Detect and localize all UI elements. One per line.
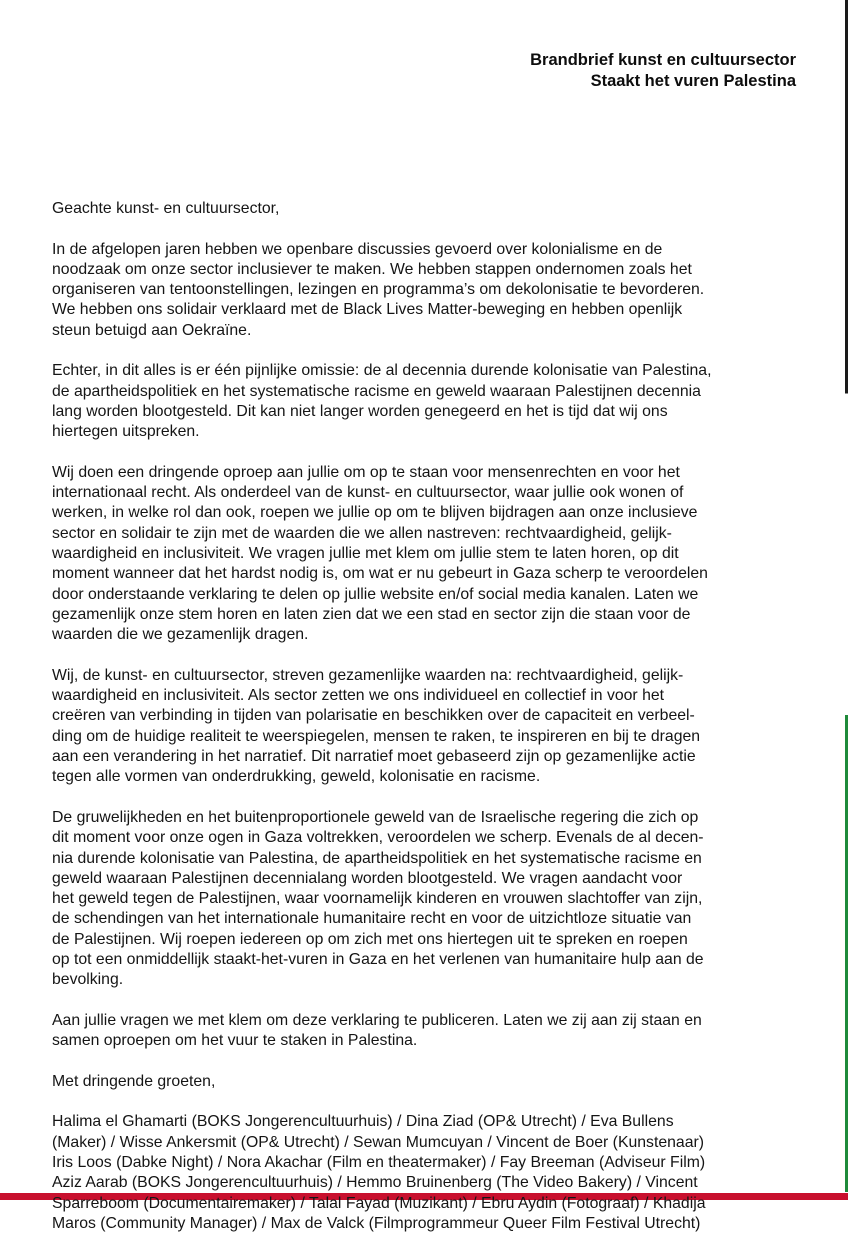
paragraph-request: Aan jullie vragen we met klem om deze verklaring te publiceren. Laten we zij aan zij staan en samen oproepen om het vuur te staken in Palestina. bbox=[52, 1011, 702, 1050]
letter-body bbox=[52, 199, 772, 1234]
header-title-line-1: Brandbrief kunst en cultuursector bbox=[530, 51, 796, 69]
closing: Met dringende groeten, bbox=[52, 1072, 216, 1090]
paragraph-condemnation: De gruwelijkheden en het buitenproportionele geweld van de Israelische regering die zich op dit moment voor onze ogen in Gaza voltrekken, veroordelen we scherp. Evenals de al decen- nia durende kolonisatie van Palestina, de apartheidspolitiek en het systematische racisme en geweld waaraan Palestijnen decennialang worden blootgesteld. We vragen aandacht voor het geweld tegen de Palestijnen, waar voornamelijk kinderen en vrouwen slachtoffer van zijn, de schendingen van het internationale humanitaire recht en voor de uitzichtloze situatie van de Palestijnen. Wij roepen iedereen op om zich met ons hiertegen uit te spreken en roepen op tot een onmiddellijk staakt-het-vuren in Gaza en het verlenen van humanitaire hulp aan de bevolking. bbox=[52, 808, 704, 989]
paragraph-call-to-action: Wij doen een dringende oproep aan jullie om op te staan voor mensenrechten en voor het internationaal recht. Als onderdeel van de kunst- en cultuursector, waar jullie ook wonen of werken, in welke rol dan ook, roepen we jullie op om te blijven bijdragen aan onze inclusieve sector en solidair te zijn met de waarden die we allen nastreven: rechtvaardigheid, gelijk- waardigheid en inclusiviteit. We vragen jullie met klem om jullie stem te laten horen, op dit moment wanneer dat het hardst nodig is, om wat er nu gebeurt in Gaza scherp te veroordelen door onderstaande verklaring te delen op jullie website en/of social media kanalen. Laten we gezamenlijk onze stem horen en laten zien dat we een stad en sector zijn die staan voor de waarden die we gezamenlijk dragen. bbox=[52, 463, 708, 644]
letter-header bbox=[530, 50, 796, 92]
signatories: Halima el Ghamarti (BOKS Jongerencultuurhuis) / Dina Ziad (OP& Utrecht) / Eva Bullens (Maker) / Wisse Ankersmit (OP& Utrecht) / Sewan Mumcuyan / Vincent de Boer (Kunstenaar) Iris Loos (Dabke Night) / Nora Akachar (Film en theatermaker) / Fay Breeman (Adviseur Film) Aziz Aarab (BOKS Jongerencultuurhuis) / Hemmo Bruinenberg (The Video Bakery) / Vincent Sparreboom (Documentairemaker) / Talal Fayad (Muzikant) / Ebru Aydin (Fotograaf) / Khadija Maros (Community Manager) / Max de Valck (Filmprogrammeur Queer Film Festival Utrecht) bbox=[52, 1113, 706, 1232]
paragraph-shared-values: Wij, de kunst- en cultuursector, streven gezamenlijke waarden na: rechtvaardigheid, gelijk- waardigheid en inclusiviteit. Als sector zetten we ons individueel en collectief in voor het creëren van verbinding in tijden van polarisatie en beschikken over de capaciteit en verbeel- ding om de huidige realiteit te weerspiegelen, mensen te raken, te inspireren en bij te dragen aan een verandering in het narratief. Dit narratief moet gebaseerd zijn op gezamenlijke actie tegen alle vormen van onderdrukking, geweld, kolonisatie en racisme. bbox=[52, 666, 701, 786]
salutation: Geachte kunst- en cultuursector, bbox=[52, 200, 280, 217]
header-title-line-2: Staakt het vuren Palestina bbox=[590, 72, 796, 90]
paragraph-omission: Echter, in dit alles is er één pijnlijke omissie: de al decennia durende kolonisatie van Palestina, de apartheidspolitiek en het systematische racisme en geweld waaraan Palestijnen decennia lang worden blootgesteld. Dit kan niet langer worden genegeerd en het is tijd dat wij ons hiertegen uitspreken. bbox=[52, 362, 712, 441]
paragraph-intro: In de afgelopen jaren hebben we openbare discussies gevoerd over kolonialisme en de noodzaak om onze sector inclusiever te maken. We hebben stappen ondernomen zoals het organiseren van tentoonstellingen, lezingen en programma’s om dekolonisatie te bevorderen. We hebben ons solidair verklaard met de Black Lives Matter-beweging en hebben openlijk steun betuigd aan Oekraïne. bbox=[52, 240, 705, 339]
